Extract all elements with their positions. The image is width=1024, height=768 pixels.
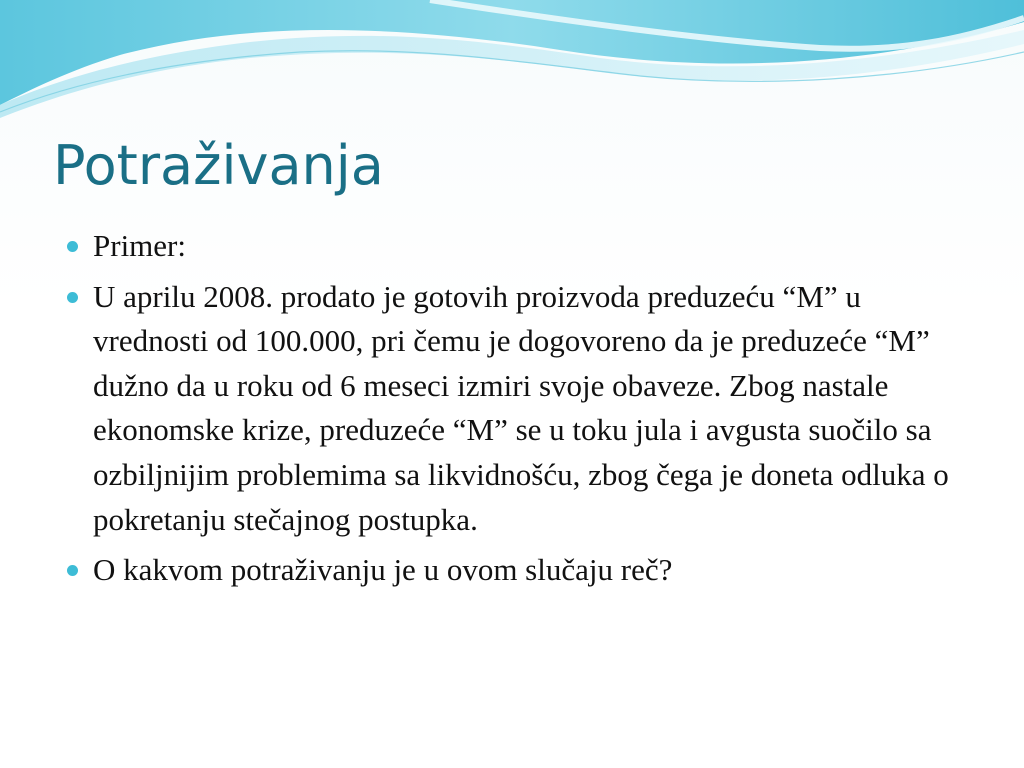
bullet-list xyxy=(64,224,974,599)
bullet-dot-icon xyxy=(67,241,78,252)
slide-title: Potraživanja xyxy=(53,134,384,197)
bullet-item xyxy=(64,275,974,543)
bullet-dot-icon xyxy=(67,565,78,576)
bullet-text: U aprilu 2008. prodato je gotovih proizvoda preduzeću “M” u vrednosti od 100.000, pri čemu je dogovoreno da je preduzeće “M” dužno da u roku od 6 meseci izmiri svoje obaveze. Zbog nastale ekonomske krize, preduzeće “M” se u toku jula i avgusta suočilo sa ozbiljnijim problemima sa likvidnošću, zbog čega je doneta odluka o pokretanju stečajnog postupka. xyxy=(93,278,949,537)
header-wave-decoration xyxy=(0,0,1024,120)
bullet-item xyxy=(64,224,974,269)
bullet-text: O kakvom potraživanju je u ovom slučaju reč? xyxy=(93,552,673,588)
bullet-dot-icon xyxy=(67,292,78,303)
bullet-text: Primer: xyxy=(93,228,186,263)
bullet-item xyxy=(64,548,974,593)
